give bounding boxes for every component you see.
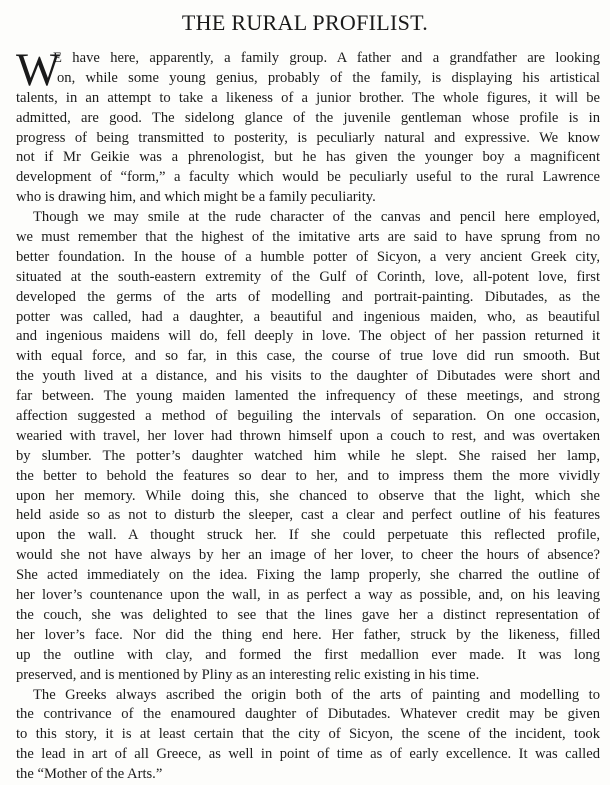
- text-line: development of “form,” a faculty which would be peculiarly useful to the rural Lawrence: [16, 169, 600, 186]
- drop-cap: W: [16, 44, 61, 96]
- text-line: upon the wall. A thought struck her. If she could perpetuate this reflected profile,: [16, 527, 600, 544]
- text-line: progress of being transmitted to posterity, is peculiarly natural and expressive. We know: [16, 129, 600, 146]
- text-line: would she not have always by her an image of her lover, to cheer the hours of absence?: [16, 547, 600, 564]
- text-line: to this story, it is at least certain that the city of Sicyon, the scene of the incident, took: [16, 726, 600, 743]
- text-line: upon her memory. While doing this, she chanced to observe that the light, which she: [16, 487, 600, 504]
- text-line: on, while some young genius, probably of the family, is displaying his artistical: [57, 69, 600, 86]
- text-line: with equal force, and so far, in this case, the course of true love did run smooth. But: [16, 348, 600, 365]
- text-line: the couch, she was delighted to see that the lines gave her a distinct representation of: [16, 606, 600, 623]
- text-line: better foundation. In the house of a humble potter of Sicyon, a very ancient Greek city,: [16, 248, 600, 265]
- text-line: far between. The young maiden lamented the infrequency of these meetings, and strong: [16, 388, 600, 405]
- text-line: the lead in art of all Greece, as well in point of time as of early excellence. It was called: [16, 746, 600, 763]
- text-line: wearied with travel, her lover had thrown himself upon a couch to rest, and was overtaken: [16, 427, 600, 444]
- paragraph-1: [16, 44, 600, 208]
- text-line: not if Mr Geikie was a phrenologist, but he has given the younger boy a magnificent: [16, 149, 600, 166]
- text-line: who is drawing him, and which might be a family peculiarity.: [16, 189, 376, 206]
- text-line: talents, in an attempt to take a likeness of a junior brother. The whole figures, it will be: [16, 89, 600, 106]
- text-line: potter was called, had a daughter, a beautiful and ingenious maiden, who, as beautiful: [16, 308, 600, 325]
- text-line: up the outline with clay, and formed the first medallion ever made. It was long: [16, 646, 600, 663]
- text-line: developed the germs of the arts of modelling and portrait-painting. Dibutades, as the: [16, 288, 600, 305]
- text-line: E have here, apparently, a family group. A father and a grandfather are looking: [53, 50, 600, 66]
- text-line: situated at the south-eastern extremity of the Gulf of Corinth, love, all-potent love, first: [16, 268, 600, 285]
- text-line: the “Mother of the Arts.”: [16, 766, 163, 783]
- text-line: The Greeks always ascribed the origin both of the arts of painting and modelling to: [33, 686, 600, 703]
- text-line: the youth lived at a distance, and his visits to the daughter of Dibutades were short and: [16, 368, 600, 385]
- text-line: preserved, and is mentioned by Pliny as an interesting relic existing in his time.: [16, 666, 480, 683]
- text-line: we must remember that the highest of the imitative arts are said to have sprung from no: [16, 229, 600, 246]
- text-line: and ingenious maidens will do, fell deeply in love. The object of her passion returned it: [16, 328, 600, 345]
- text-line: her lover’s countenance upon the wall, in as perfect a way as possible, and, on his leaving: [16, 587, 600, 604]
- text-line: the better to behold the features so dear to her, and to impress them the more vividly: [16, 467, 600, 484]
- text-line: by slumber. The potter’s daughter watched him while he slept. She raised her lamp,: [16, 447, 600, 464]
- text-line: admitted, are good. The sidelong glance of the juvenile gentleman whose profile is in: [16, 109, 600, 126]
- article-body: [16, 44, 600, 785]
- paragraph-2: [16, 208, 600, 685]
- paragraph-3: [16, 686, 600, 785]
- text-line: She acted immediately on the idea. Fixing the lamp properly, she charred the outline of: [16, 567, 600, 584]
- text-line: held aside so as not to disturb the sleeper, cast a clear and perfect outline of his features: [16, 507, 600, 524]
- text-line: the contrivance of the enamoured daughter of Dibutades. Whatever credit may be given: [16, 706, 600, 723]
- page-title: THE RURAL PROFILIST.: [181, 10, 429, 35]
- text-line: Though we may smile at the rude character of the canvas and pencil here employed,: [33, 209, 600, 226]
- text-line: affection suggested a method of beguiling the intervals of separation. On one occasion,: [16, 408, 600, 425]
- text-line: her lover’s face. Nor did the thing end here. Her father, struck by the likeness, filled: [16, 626, 600, 643]
